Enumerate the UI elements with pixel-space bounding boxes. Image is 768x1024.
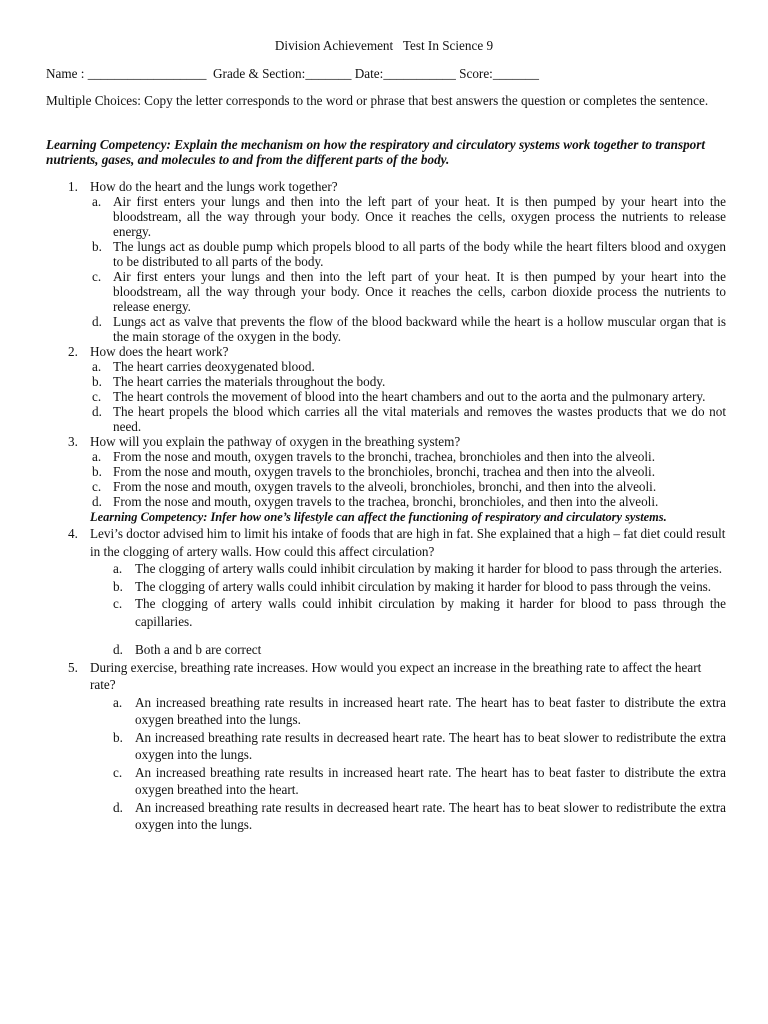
instructions: Multiple Choices: Copy the letter corresponds to the word or phrase that best answers the question or completes the sentence.	[46, 93, 709, 108]
question-4	[46, 525, 726, 560]
option-text: Lungs act as valve that prevents the flow of the blood backward while the heart is a hollow muscular organ that is the main storage of the oxygen in the body.	[113, 314, 726, 344]
option-text: From the nose and mouth, oxygen travels to the trachea, bronchi, bronchioles, and then into the alveoli.	[113, 494, 659, 509]
option-letter: d.	[113, 799, 123, 815]
option-text: An increased breathing rate results in decreased heart rate. The heart has to beat slower to redistribute the extra oxygen into the lungs.	[135, 729, 726, 762]
option-letter: a.	[113, 561, 123, 576]
option-letter: b.	[113, 578, 123, 594]
option-letter: c.	[92, 479, 102, 494]
question-number: 3.	[68, 434, 78, 449]
option-1a	[46, 194, 726, 239]
option-text: An increased breathing rate results in decreased heart rate. The heart has to beat slower to redistribute the extra oxygen into the lungs.	[135, 799, 726, 832]
option-4c	[46, 595, 726, 630]
option-text: The heart controls the movement of blood into the heart chambers and out to the aorta and the pulmonary artery.	[113, 389, 706, 404]
option-letter: a.	[113, 694, 123, 710]
question-number: 1.	[68, 179, 78, 194]
option-text: Both a and b are correct	[135, 642, 262, 657]
option-letter: a.	[92, 359, 102, 374]
question-2	[46, 344, 726, 359]
option-text: The clogging of artery walls could inhibit circulation by making it harder for blood to pass through the capillaries.	[135, 596, 726, 629]
option-letter: c.	[92, 269, 102, 284]
question-text: Levi’s doctor advised him to limit his intake of foods that are high in fat. She explained that a high – fat diet could result in the clogging of artery walls. How could this affect circulation?	[90, 526, 726, 559]
option-5a	[46, 694, 726, 729]
student-info-line: Name : __________________ Grade & Section:_______ Date:___________ Score:_______	[46, 66, 539, 81]
option-text: The heart carries deoxygenated blood.	[113, 359, 315, 374]
option-text: An increased breathing rate results in increased heart rate. The heart has to beat faster to distribute the extra oxygen breathed into the lungs.	[135, 694, 726, 727]
option-text: The lungs act as double pump which propels blood to all parts of the body while the heart filters blood and oxygen to be distributed to all parts of the body.	[113, 239, 726, 269]
question-3	[46, 434, 726, 449]
option-text: From the nose and mouth, oxygen travels to the bronchioles, bronchi, trachea and then into the alveoli.	[113, 464, 656, 479]
option-letter: d.	[113, 642, 123, 657]
option-letter: d.	[92, 314, 102, 329]
option-letter: c.	[113, 764, 123, 780]
option-letter: c.	[113, 596, 123, 611]
option-2a	[46, 359, 726, 374]
page-title: Division Achievement Test In Science 9	[274, 38, 494, 53]
option-letter: a.	[92, 194, 102, 209]
question-text: How will you explain the pathway of oxygen in the breathing system?	[90, 434, 461, 449]
question-number: 2.	[68, 344, 78, 359]
option-text: The heart propels the blood which carries all the vital materials and removes the wastes products that we do not need.	[113, 404, 726, 434]
learning-competency-1: Learning Competency: Explain the mechanism on how the respiratory and circulatory systems work together to transport nutrients, gases, and molecules to and from the different parts of the body.	[46, 137, 706, 167]
learning-competency-2: Learning Competency: Infer how one’s lifestyle can affect the functioning of respiratory and circulatory systems.	[90, 510, 667, 524]
option-4d	[46, 641, 726, 659]
option-2b	[46, 374, 726, 389]
option-1b	[46, 239, 726, 269]
option-text: The heart carries the materials throughout the body.	[113, 374, 386, 389]
spacer	[46, 630, 726, 641]
option-letter: d.	[92, 404, 102, 419]
question-number: 5.	[68, 659, 78, 675]
option-text: From the nose and mouth, oxygen travels to the bronchi, trachea, bronchioles and then into the alveoli.	[113, 449, 656, 464]
option-letter: d.	[92, 494, 102, 509]
option-2d	[46, 404, 726, 434]
question-text: How does the heart work?	[90, 344, 229, 359]
question-number: 4.	[68, 526, 78, 541]
question-text: During exercise, breathing rate increases. How would you expect an increase in the breathing rate to affect the heart rate?	[90, 659, 702, 692]
option-text: The clogging of artery walls could inhibit circulation by making it harder for blood to pass through the veins.	[135, 578, 712, 594]
option-1c	[46, 269, 726, 314]
option-5c	[46, 764, 726, 799]
option-1d	[46, 314, 726, 344]
option-3d	[46, 494, 726, 509]
question-5	[46, 659, 726, 694]
option-text: Air first enters your lungs and then into the left part of your heat. It is then pumped by your heart into the bloodstream, all the way through your body. Once it reaches the cells, carbon dioxide process the nutrients to release energy.	[113, 269, 726, 314]
option-4b	[46, 578, 726, 596]
option-letter: b.	[92, 374, 102, 389]
option-4a	[46, 560, 726, 578]
option-text: Air first enters your lungs and then into the left part of your heat. It is then pumped by your heart into the bloodstream, all the way through your body. Once it reaches the cells, oxygen process the nutrients to release energy.	[113, 194, 726, 239]
option-3c	[46, 479, 726, 494]
option-text: From the nose and mouth, oxygen travels to the alveoli, bronchioles, bronchi, and then into the alveoli.	[113, 479, 657, 494]
question-1	[46, 179, 726, 194]
option-letter: b.	[113, 729, 123, 745]
option-2c	[46, 389, 726, 404]
option-letter: b.	[92, 239, 102, 254]
option-3a	[46, 449, 726, 464]
option-letter: c.	[92, 389, 102, 404]
question-text: How do the heart and the lungs work together?	[90, 179, 338, 194]
option-letter: a.	[92, 449, 102, 464]
option-text: An increased breathing rate results in increased heart rate. The heart has to beat faster to distribute the extra oxygen breathed into the heart.	[135, 764, 726, 797]
option-5b	[46, 729, 726, 764]
option-text: The clogging of artery walls could inhibit circulation by making it harder for blood to pass through the arteries.	[135, 561, 723, 576]
option-5d	[46, 799, 726, 834]
questions-block	[46, 179, 726, 834]
option-3b	[46, 464, 726, 479]
option-letter: b.	[92, 464, 102, 479]
